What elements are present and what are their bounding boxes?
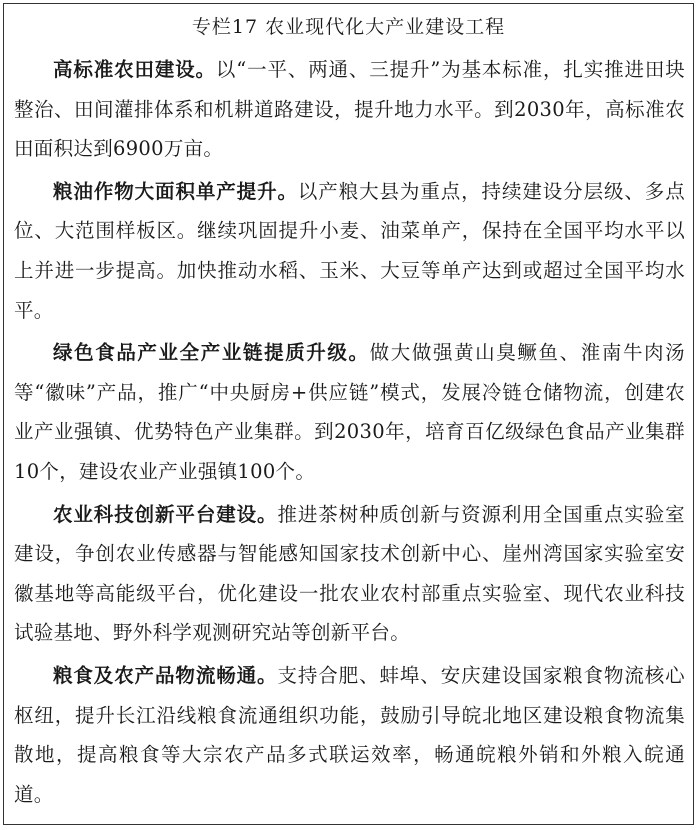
paragraph-farmland xyxy=(14,50,685,169)
paragraph-body: 以产粮大县为重点，持续建设分层级、多点位、大范围样板区。继续巩固提升小麦、油菜单产，保持在全国平均水平以上并进一步提高。加快推动水稻、玉米、大豆等单产达到或超过全国平均水平。 xyxy=(14,179,685,322)
paragraph-heading: 粮食及农产品物流畅通。 xyxy=(53,663,278,687)
paragraph-heading: 粮油作物大面积单产提升。 xyxy=(53,179,298,203)
paragraph-body: 支持合肥、蚌埠、安庆建设国家粮食物流核心枢纽，提升长江沿线粮食流通组织功能，鼓励引导皖北地区建设粮食物流集散地，提高粮食等大宗农产品多式联运效率，畅通皖粮外销和外粮入皖通道。 xyxy=(14,663,685,806)
paragraph-heading: 高标准农田建设。 xyxy=(53,58,216,81)
column-box xyxy=(3,3,694,825)
paragraph-green-food xyxy=(14,333,685,491)
paragraph-agri-tech xyxy=(14,495,685,653)
paragraph-heading: 绿色食品产业全产业链提质升级。 xyxy=(53,341,370,365)
paragraph-grain-yield xyxy=(14,172,685,330)
column-title: 专栏17 农业现代化大产业建设工程 xyxy=(191,16,506,38)
paragraph-body: 做大做强黄山臭鳜鱼、淮南牛肉汤等“徽味”产品，推广“中央厨房+供应链”模式，发展冷链仓储物流，创建农业产业强镇、优势特色产业集群。到2030年，培育百亿级绿色食品产业集群10个，建设农业产业强镇100个。 xyxy=(14,341,685,483)
paragraph-body: 以“一平、两通、三提升”为基本标准，扎实推进田块整治、田间灌排体系和机耕道路建设，提升地力水平。到2030年，高标准农田面积达到6900万亩。 xyxy=(14,58,685,161)
paragraph-body: 推进茶树种质创新与资源利用全国重点实验室建设，争创农业传感器与智能感知国家技术创新中心、崖州湾国家实验室安徽基地等高能级平台，优化建设一批农业农村部重点实验室、现代农业科技试验基地、野外科学观测研究站等创新平台。 xyxy=(14,502,685,645)
paragraph-logistics xyxy=(14,656,685,814)
paragraph-heading: 农业科技创新平台建设。 xyxy=(53,502,278,526)
column-content xyxy=(14,50,685,817)
